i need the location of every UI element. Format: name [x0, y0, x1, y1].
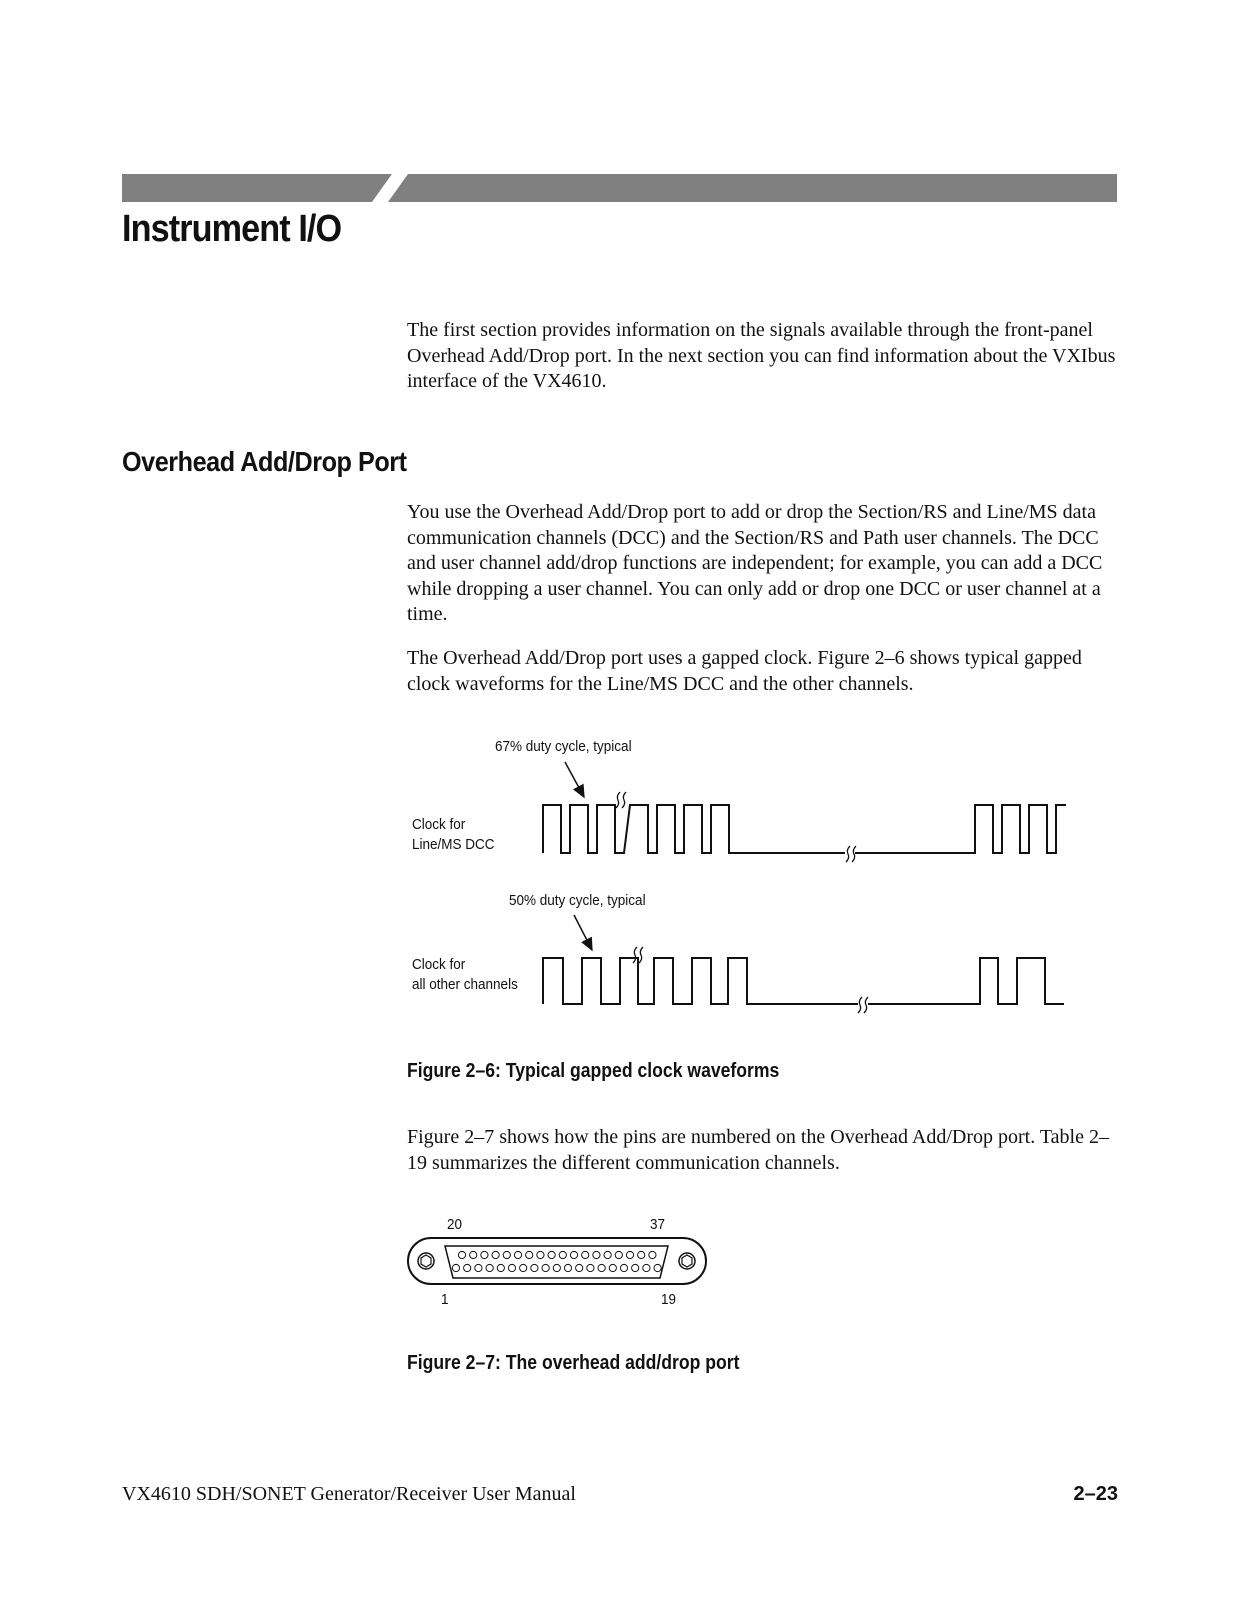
section-text-2: The Overhead Add/Drop port uses a gapped clock. Figure 2–6 shows typical gapped clock waveforms for the Line/MS DCC and the other channels. [407, 647, 1082, 695]
connector-pin [553, 1264, 560, 1271]
duty-cycle-50-label: 50% duty cycle, typical [509, 892, 646, 909]
connector-pin [542, 1264, 549, 1271]
connector-pin [492, 1251, 499, 1258]
footer-page-number: 2–23 [1073, 1483, 1118, 1505]
connector-pin [615, 1251, 622, 1258]
connector-pin [598, 1264, 605, 1271]
connector-pin [620, 1264, 627, 1271]
pin-label-19: 19 [661, 1291, 677, 1308]
connector-pin [564, 1264, 571, 1271]
figure-2-7-caption: Figure 2–7: The overhead add/drop port [407, 1352, 740, 1374]
connector-pin [464, 1264, 471, 1271]
arrow-50 [574, 915, 592, 950]
connector-pin [638, 1251, 645, 1258]
connector-shell [445, 1246, 668, 1278]
connector-pin [654, 1264, 661, 1271]
connector-pin [593, 1251, 600, 1258]
arrow-67 [565, 762, 584, 797]
pin-row-bottom [452, 1264, 661, 1271]
connector-pin [609, 1264, 616, 1271]
section-title: Overhead Add/Drop Port [122, 446, 407, 477]
connector-pin [587, 1264, 594, 1271]
connector-pin [514, 1251, 521, 1258]
figure-2-6-caption: Figure 2–6: Typical gapped clock waveforms [407, 1060, 780, 1082]
clock-other-label-2: all other channels [412, 976, 518, 993]
connector-pin [481, 1251, 488, 1258]
section-text-3: Figure 2–7 shows how the pins are numbered on the Overhead Add/Drop port. Table 2–19 summarizes the different communication channels. [407, 1126, 1109, 1174]
connector-pin [649, 1251, 656, 1258]
connector-pin [470, 1251, 477, 1258]
connector-pin [486, 1264, 493, 1271]
line-ms-dcc-waveform [543, 805, 845, 853]
connector-pin [458, 1251, 465, 1258]
connector-pin [576, 1264, 583, 1271]
clock-line-ms-label-2: Line/MS DCC [412, 836, 495, 853]
clock-line-ms-label-1: Clock for [412, 816, 466, 833]
clock-other-label-1: Clock for [412, 956, 466, 973]
pin-label-20: 20 [447, 1216, 463, 1233]
pin-label-37: 37 [650, 1216, 666, 1233]
connector-pin [626, 1251, 633, 1258]
connector-pin [548, 1251, 555, 1258]
section-text-1: You use the Overhead Add/Drop port to add or drop the Section/RS and Line/MS data communication channels (DCC) and the Section/RS and Path user channels. The DCC and user channel add/drop functions are independent; for example, you can add a DCC while dropping a user channel. You can only add or drop one DCC or user channel at a time. [407, 501, 1103, 625]
connector-pin [475, 1264, 482, 1271]
break-mark [846, 846, 856, 862]
pin-row-top [458, 1251, 656, 1258]
other-channels-waveform [543, 958, 858, 1004]
connector-pin [520, 1264, 527, 1271]
connector-pin [582, 1251, 589, 1258]
line-ms-dcc-waveform-tail [855, 805, 1066, 853]
connector-pin [452, 1264, 459, 1271]
intro-text: The first section provides information on the signals available through the front-panel Overhead Add/Drop port. In the next section you can find information about the VXIbus interface of the VX4610. [407, 319, 1116, 392]
connector-pin [570, 1251, 577, 1258]
pin-label-1: 1 [441, 1291, 449, 1308]
other-channels-waveform-tail [868, 958, 1064, 1004]
footer-manual-title: VX4610 SDH/SONET Generator/Receiver User Manual [122, 1483, 576, 1505]
right-screw-nut [682, 1255, 692, 1267]
connector-pin [497, 1264, 504, 1271]
break-mark [858, 997, 868, 1013]
duty-cycle-67-label: 67% duty cycle, typical [495, 738, 632, 755]
break-mark [616, 792, 626, 808]
left-screw-nut [421, 1255, 431, 1267]
connector-pin [537, 1251, 544, 1258]
section-paragraph-3 [407, 1125, 1122, 1176]
connector-pin [604, 1251, 611, 1258]
connector-pin [643, 1264, 650, 1271]
connector-pin [526, 1251, 533, 1258]
connector-pin [508, 1264, 515, 1271]
connector-pin [531, 1264, 538, 1271]
connector-pin [503, 1251, 510, 1258]
db37-connector [408, 1238, 706, 1284]
chapter-title: Instrument I/O [122, 208, 342, 250]
connector-pin [559, 1251, 566, 1258]
connector-pin [632, 1264, 639, 1271]
